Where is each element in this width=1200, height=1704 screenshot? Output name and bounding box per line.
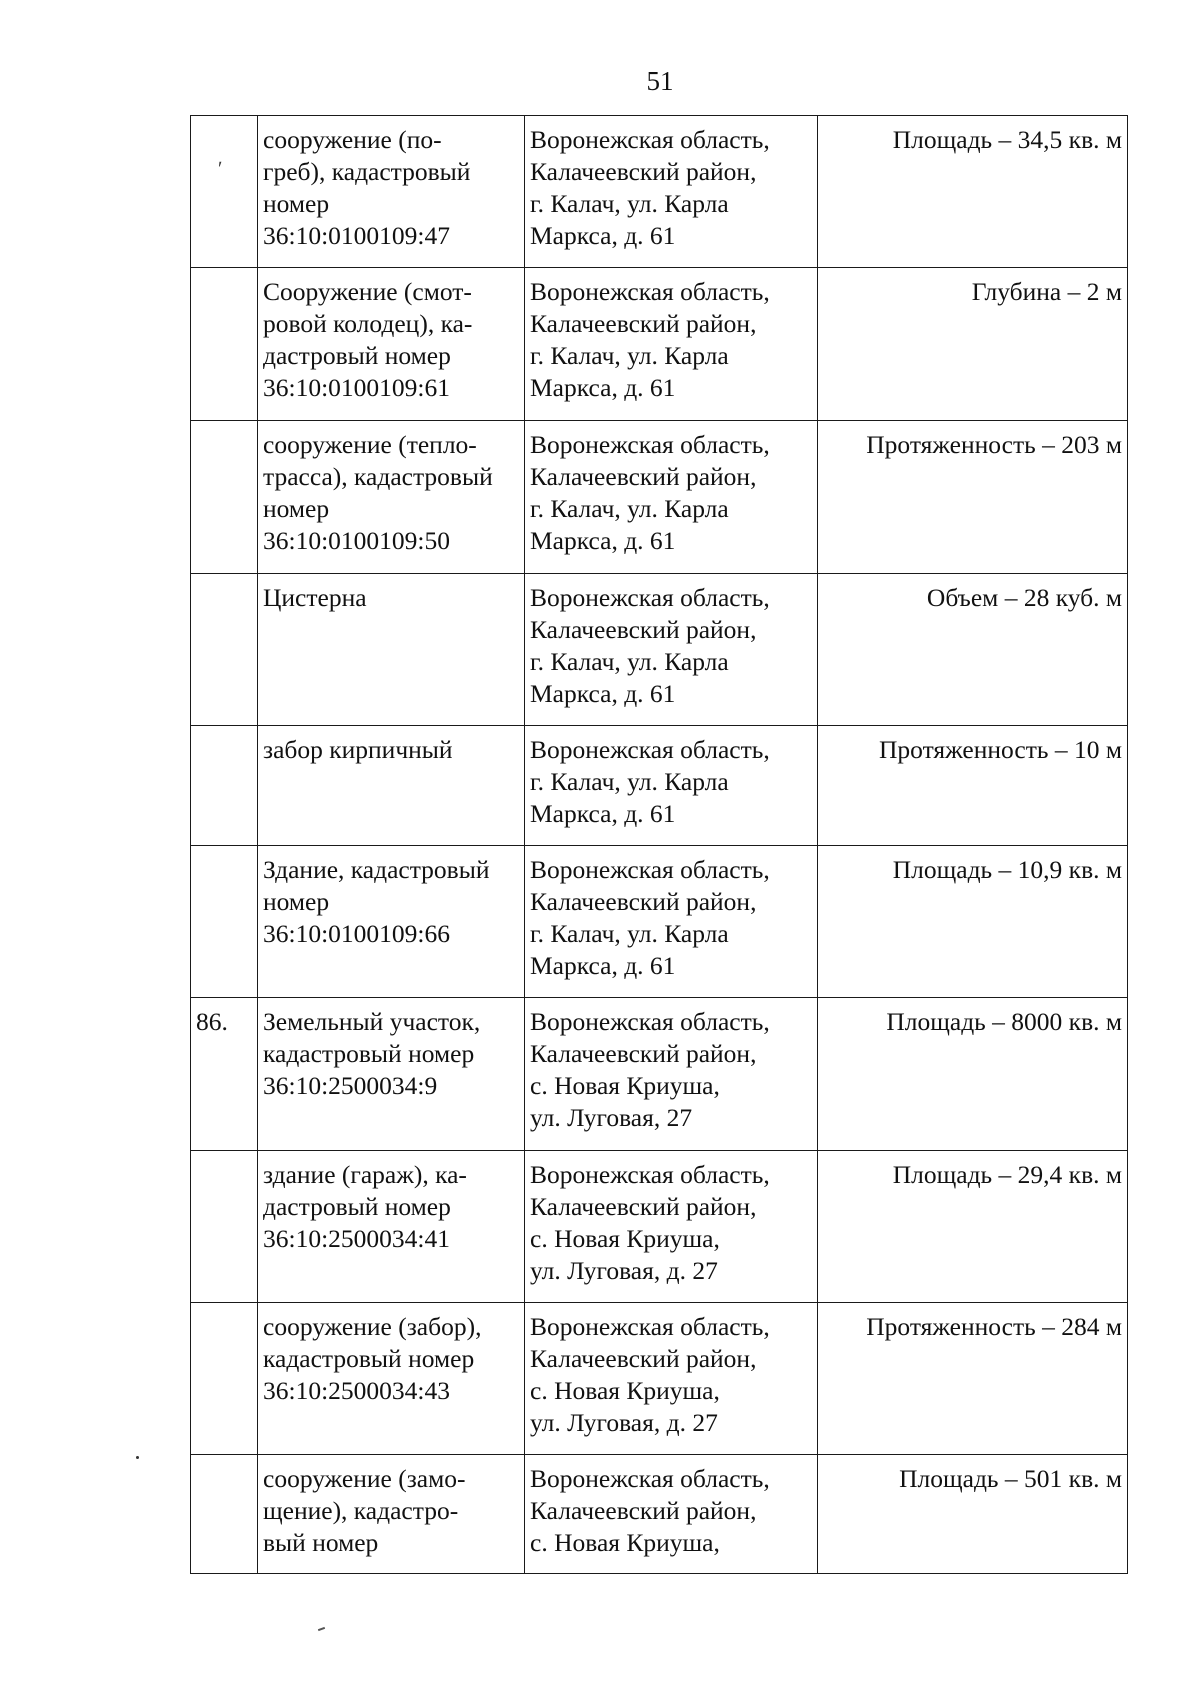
characteristic-cell: Площадь – 10,9 кв. м bbox=[818, 846, 1128, 998]
object-name-line: 36:10:2500034:41 bbox=[263, 1224, 451, 1253]
object-name-line: 36:10:0100109:47 bbox=[263, 221, 451, 250]
stray-tick-mark: ʹ bbox=[218, 158, 223, 180]
object-name-line: Земельный участок, bbox=[263, 1007, 481, 1036]
characteristic-cell: Площадь – 8000 кв. м bbox=[818, 998, 1128, 1151]
address-line: Калачеевский район, bbox=[530, 1192, 757, 1221]
object-name-line: 36:10:0100109:66 bbox=[263, 919, 451, 948]
address-line: Воронежская область, bbox=[530, 125, 770, 154]
object-name-line: сооружение (по- bbox=[263, 125, 442, 154]
object-name-cell bbox=[258, 421, 525, 574]
table-row bbox=[191, 574, 1128, 726]
object-name-cell bbox=[258, 116, 525, 268]
address-cell bbox=[525, 268, 818, 421]
characteristic-cell: Площадь – 34,5 кв. м bbox=[818, 116, 1128, 268]
property-table-body bbox=[191, 116, 1128, 1574]
address-line: Маркса, д. 61 bbox=[530, 526, 676, 555]
address-line: Воронежская область, bbox=[530, 1312, 770, 1341]
address-cell bbox=[525, 846, 818, 998]
object-name-line: греб), кадастровый bbox=[263, 157, 471, 186]
characteristic-cell: Объем – 28 куб. м bbox=[818, 574, 1128, 726]
address-line: Воронежская область, bbox=[530, 277, 770, 306]
object-name-cell bbox=[258, 846, 525, 998]
object-name-cell bbox=[258, 998, 525, 1151]
object-name-line: ровой колодец), ка- bbox=[263, 309, 473, 338]
table-row bbox=[191, 116, 1128, 268]
object-name-line: сооружение (замо- bbox=[263, 1464, 466, 1493]
object-name-line: Цистерна bbox=[263, 583, 367, 612]
address-line: ул. Луговая, 27 bbox=[530, 1103, 693, 1132]
address-line: с. Новая Криуша, bbox=[530, 1224, 720, 1253]
address-cell bbox=[525, 998, 818, 1151]
object-name-line: 36:10:2500034:43 bbox=[263, 1376, 451, 1405]
address-line: Калачеевский район, bbox=[530, 157, 757, 186]
address-line: Воронежская область, bbox=[530, 1464, 770, 1493]
address-cell bbox=[525, 116, 818, 268]
row-number-cell bbox=[191, 421, 258, 574]
row-number-cell bbox=[191, 1303, 258, 1455]
address-cell bbox=[525, 421, 818, 574]
object-name-line: 36:10:0100109:50 bbox=[263, 526, 451, 555]
characteristic-cell: Протяженность – 203 м bbox=[818, 421, 1128, 574]
object-name-line: забор кирпичный bbox=[263, 735, 453, 764]
address-line: с. Новая Криуша, bbox=[530, 1528, 720, 1557]
object-name-line: дастровый номер bbox=[263, 1192, 451, 1221]
object-name-cell bbox=[258, 1455, 525, 1574]
object-name-line: щение), кадастро- bbox=[263, 1496, 459, 1525]
address-line: Калачеевский район, bbox=[530, 1039, 757, 1068]
object-name-line: Сооружение (смот- bbox=[263, 277, 472, 306]
property-table bbox=[190, 115, 1128, 1574]
address-line: Калачеевский район, bbox=[530, 1496, 757, 1525]
address-line: с. Новая Криуша, bbox=[530, 1071, 720, 1100]
address-line: Калачеевский район, bbox=[530, 309, 757, 338]
object-name-line: кадастровый номер bbox=[263, 1039, 475, 1068]
object-name-line: сооружение (забор), bbox=[263, 1312, 482, 1341]
table-row bbox=[191, 268, 1128, 421]
object-name-line: трасса), кадастровый bbox=[263, 462, 493, 491]
characteristic-cell: Площадь – 501 кв. м bbox=[818, 1455, 1128, 1574]
address-line: г. Калач, ул. Карла bbox=[530, 647, 729, 676]
object-name-cell bbox=[258, 268, 525, 421]
table-row bbox=[191, 998, 1128, 1151]
address-line: Калачеевский район, bbox=[530, 887, 757, 916]
address-line: с. Новая Криуша, bbox=[530, 1376, 720, 1405]
address-line: Воронежская область, bbox=[530, 735, 770, 764]
object-name-line: дастровый номер bbox=[263, 341, 451, 370]
row-number-cell bbox=[191, 846, 258, 998]
object-name-line: 36:10:2500034:9 bbox=[263, 1071, 438, 1100]
object-name-line: номер bbox=[263, 494, 330, 523]
address-line: Воронежская область, bbox=[530, 583, 770, 612]
address-line: Воронежская область, bbox=[530, 855, 770, 884]
table-row bbox=[191, 846, 1128, 998]
table-row bbox=[191, 421, 1128, 574]
address-line: Маркса, д. 61 bbox=[530, 679, 676, 708]
address-line: г. Калач, ул. Карла bbox=[530, 919, 729, 948]
row-number-cell bbox=[191, 1151, 258, 1303]
object-name-cell bbox=[258, 1303, 525, 1455]
characteristic-cell: Протяженность – 10 м bbox=[818, 726, 1128, 846]
table-row bbox=[191, 1151, 1128, 1303]
table-row bbox=[191, 726, 1128, 846]
address-line: ул. Луговая, д. 27 bbox=[530, 1408, 718, 1437]
scan-speck bbox=[318, 1627, 325, 1631]
row-number-cell bbox=[191, 726, 258, 846]
address-cell bbox=[525, 726, 818, 846]
row-number-cell bbox=[191, 268, 258, 421]
row-number-cell: 86. bbox=[191, 998, 258, 1151]
address-cell bbox=[525, 1151, 818, 1303]
address-line: г. Калач, ул. Карла bbox=[530, 494, 729, 523]
row-number-cell bbox=[191, 1455, 258, 1574]
address-cell bbox=[525, 1303, 818, 1455]
address-line: Воронежская область, bbox=[530, 1160, 770, 1189]
object-name-cell bbox=[258, 726, 525, 846]
characteristic-cell: Протяженность – 284 м bbox=[818, 1303, 1128, 1455]
address-line: ул. Луговая, д. 27 bbox=[530, 1256, 718, 1285]
object-name-line: 36:10:0100109:61 bbox=[263, 373, 451, 402]
address-line: г. Калач, ул. Карла bbox=[530, 767, 729, 796]
address-line: Воронежская область, bbox=[530, 1007, 770, 1036]
table-row bbox=[191, 1455, 1128, 1574]
scan-speck bbox=[136, 1456, 139, 1459]
address-line: Маркса, д. 61 bbox=[530, 951, 676, 980]
row-number-cell bbox=[191, 116, 258, 268]
address-line: Калачеевский район, bbox=[530, 1344, 757, 1373]
address-line: Маркса, д. 61 bbox=[530, 799, 676, 828]
object-name-cell bbox=[258, 1151, 525, 1303]
address-line: Маркса, д. 61 bbox=[530, 373, 676, 402]
object-name-line: номер bbox=[263, 887, 330, 916]
characteristic-cell: Глубина – 2 м bbox=[818, 268, 1128, 421]
address-line: г. Калач, ул. Карла bbox=[530, 189, 729, 218]
object-name-line: сооружение (тепло- bbox=[263, 430, 477, 459]
address-line: г. Калач, ул. Карла bbox=[530, 341, 729, 370]
object-name-line: здание (гараж), ка- bbox=[263, 1160, 467, 1189]
address-line: Калачеевский район, bbox=[530, 615, 757, 644]
address-cell bbox=[525, 1455, 818, 1574]
table-row bbox=[191, 1303, 1128, 1455]
object-name-cell bbox=[258, 574, 525, 726]
object-name-line: Здание, кадастровый bbox=[263, 855, 490, 884]
object-name-line: кадастровый номер bbox=[263, 1344, 475, 1373]
address-cell bbox=[525, 574, 818, 726]
page-number: 51 bbox=[646, 66, 674, 96]
object-name-line: вый номер bbox=[263, 1528, 379, 1557]
address-line: Воронежская область, bbox=[530, 430, 770, 459]
address-line: Маркса, д. 61 bbox=[530, 221, 676, 250]
address-line: Калачеевский район, bbox=[530, 462, 757, 491]
characteristic-cell: Площадь – 29,4 кв. м bbox=[818, 1151, 1128, 1303]
row-number-cell bbox=[191, 574, 258, 726]
object-name-line: номер bbox=[263, 189, 330, 218]
